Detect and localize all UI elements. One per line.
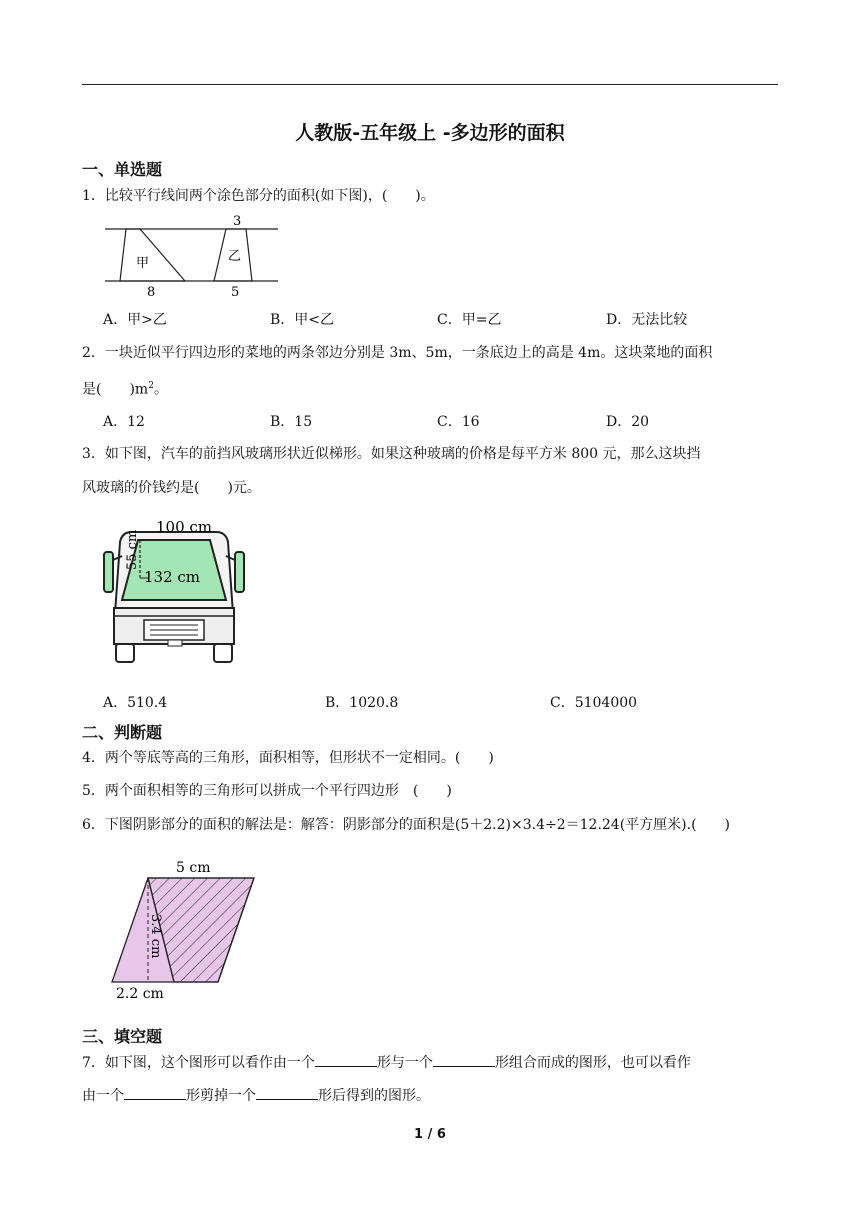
q3-fig-bottom-label: 132 cm — [144, 568, 201, 586]
question-3-line-1: 3．如下图，汽车的前挡风玻璃形状近似梯形。如果这种玻璃的价格是每平方米 800 元，那么这块挡 — [82, 446, 701, 462]
q3-fig-top-label: 100 cm — [156, 518, 213, 536]
q7-l2-a: 由一个 — [82, 1088, 124, 1104]
q2-option-c[interactable]: C．16 — [437, 414, 480, 430]
question-5-text: 5．两个面积相等的三角形可以拼成一个平行四边形 ( ) — [82, 783, 452, 799]
q7-l1-a: 7．如下图，这个图形可以看作由一个 — [82, 1055, 315, 1071]
question-1-text: 1．比较平行线间两个涂色部分的面积(如下图)，( )。 — [82, 188, 435, 204]
question-7-line-1 — [82, 1052, 691, 1073]
q7-blank-3[interactable] — [124, 1085, 186, 1100]
q3-option-c[interactable]: C．5104000 — [550, 695, 638, 711]
page-title: 人教版-五年级上 -多边形的面积 — [295, 122, 565, 144]
header-rule — [82, 84, 778, 85]
question-4-text: 4．两个等底等高的三角形，面积相等，但形状不一定相同。( ) — [82, 750, 494, 766]
question-2-line-1: 2．一块近似平行四边形的菜地的两条邻边分别是 3m、5m，一条底边上的高是 4m。这块菜地的面积 — [82, 345, 713, 361]
q7-blank-4[interactable] — [256, 1085, 318, 1100]
q6-fig-top-label: 5 cm — [176, 860, 211, 876]
q1-option-a[interactable]: A．甲>乙 — [103, 312, 167, 328]
question-3-line-2: 风玻璃的价钱约是( )元。 — [82, 480, 261, 496]
q6-fig-height-label: 3.4 cm — [148, 914, 163, 959]
q7-l2-c: 形后得到的图形。 — [318, 1088, 430, 1104]
q7-l2-b: 形剪掉一个 — [186, 1088, 256, 1104]
q2-unit-superscript: 2 — [148, 381, 154, 391]
q7-blank-2[interactable] — [433, 1052, 495, 1067]
q6-figure — [106, 852, 266, 1004]
q1-fig-label-jia: 甲 — [136, 256, 150, 271]
q2-line2-pre: 是( )m — [82, 381, 149, 398]
q3-truck-figure — [98, 512, 248, 666]
q1-fig-label-yi: 乙 — [228, 249, 242, 264]
page-indicator: 1 / 6 — [414, 1127, 446, 1142]
q1-option-d[interactable]: D．无法比较 — [606, 312, 688, 328]
question-7-line-2 — [82, 1085, 430, 1106]
q7-l1-b: 形与一个 — [376, 1055, 433, 1071]
q3-fig-height-label: 55 cm — [125, 529, 140, 570]
q2-option-d[interactable]: D．20 — [606, 414, 650, 430]
q3-option-a[interactable]: A．510.4 — [103, 695, 168, 711]
q7-blank-1[interactable] — [315, 1052, 377, 1067]
q2-option-a[interactable]: A．12 — [103, 414, 145, 430]
question-2-line-2 — [82, 376, 168, 400]
section-heading-true-false: 二、判断题 — [82, 723, 163, 742]
q7-l1-c: 形组合而成的图形，也可以看作 — [494, 1055, 691, 1071]
q2-option-b[interactable]: B．15 — [270, 414, 313, 430]
q1-fig-bottom-left-length: 8 — [147, 285, 156, 300]
q1-fig-top-length: 3 — [233, 214, 242, 229]
q1-figure — [100, 212, 290, 300]
section-heading-single-choice: 一、单选题 — [82, 160, 163, 179]
q6-fig-bottom-label: 2.2 cm — [116, 986, 164, 1002]
section-heading-fill-blank: 三、填空题 — [82, 1027, 163, 1046]
q1-fig-bottom-right-length: 5 — [231, 285, 240, 300]
question-6-text: 6．下图阴影部分的面积的解法是：解答：阴影部分的面积是(5＋2.2)×3.4÷2＝12.24(平方厘米).( ) — [82, 817, 731, 833]
q1-option-c[interactable]: C．甲=乙 — [437, 312, 502, 328]
q1-option-b[interactable]: B．甲<乙 — [270, 312, 335, 328]
q2-line2-post: 。 — [153, 381, 168, 398]
q3-option-b[interactable]: B．1020.8 — [325, 695, 399, 711]
